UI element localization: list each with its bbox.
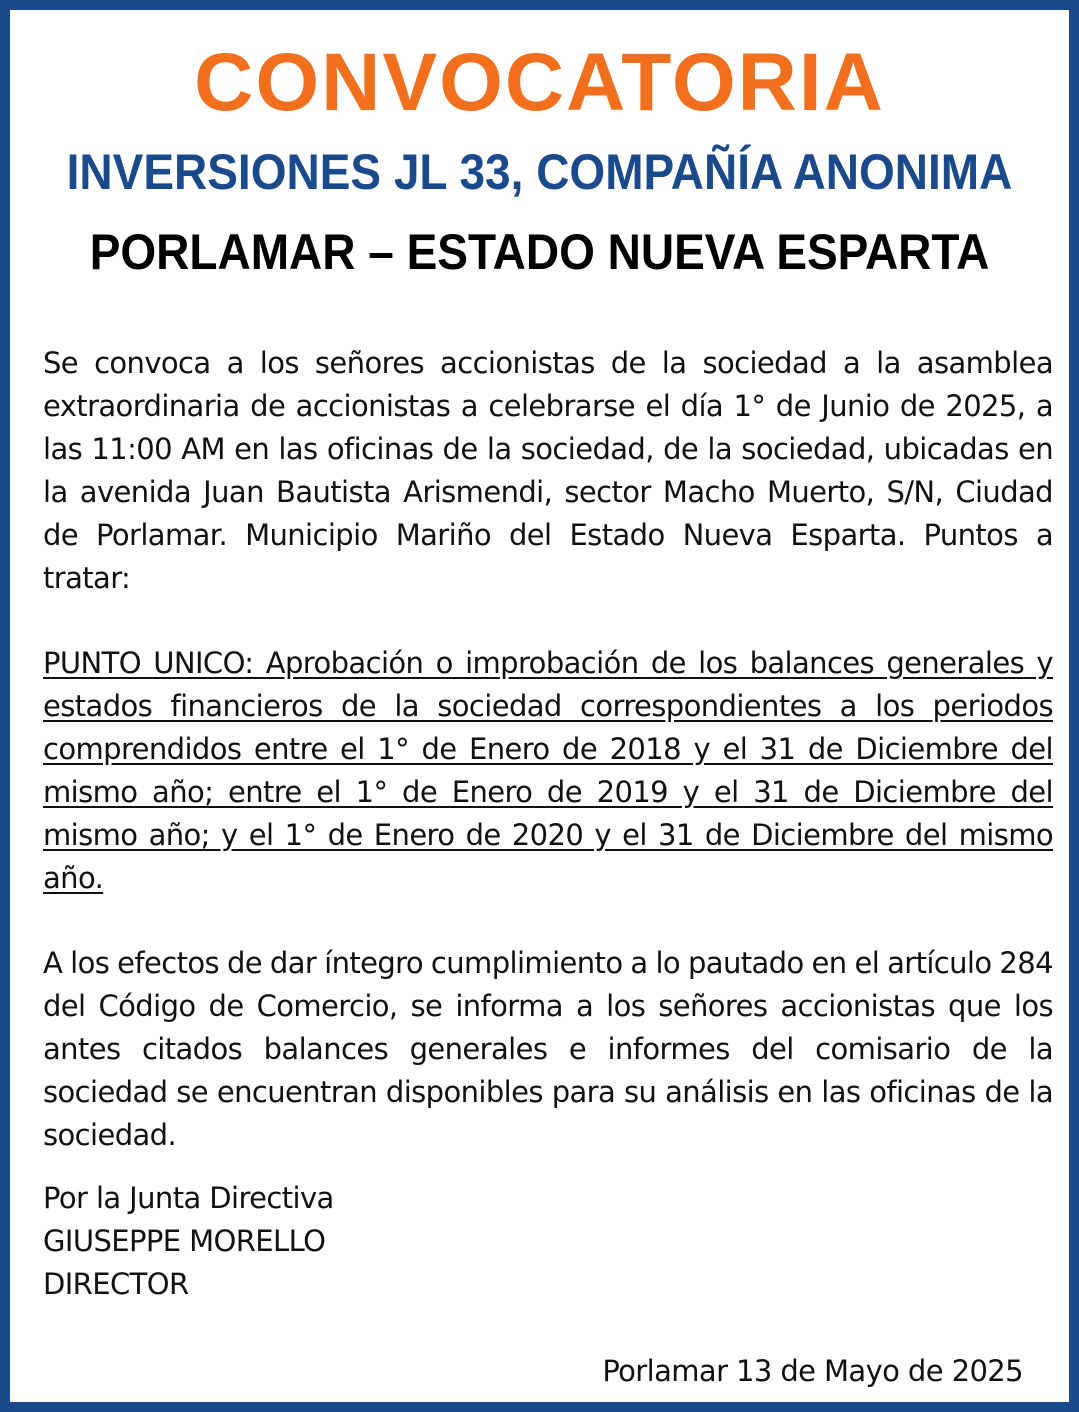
location-heading: PORLAMAR – ESTADO NUEVA ESPARTA [89, 224, 990, 280]
agenda-paragraph: PUNTO UNICO: Aprobación o improbación de los balances generales y estados financieros de la sociedad correspondientes a los periodos comprendidos entre el 1° de Enero de 2018 y el 31 de Diciembre del mismo año; entre el 1° de Enero de 2019 y el 31 de Diciembre del mismo año; y el 1° de Enero de 2020 y el 31 de Diciembre del mismo año. [43, 646, 1053, 895]
convocation-paragraph: Se convoca a los señores accionistas de la sociedad a la asamblea extraordinaria de accionistas a celebrarse el día 1° de Junio de 2025, a las 11:00 AM en las oficinas de la sociedad, de la sociedad, ubicadas en la avenida Juan Bautista Arismendi, sector Macho Muerto, S/N, Ciudad de Porlamar. Municipio Mariño del Estado Nueva Esparta. Puntos a tratar: [43, 346, 1053, 595]
notice-title: CONVOCATORIA [194, 37, 885, 128]
signature-line-board: Por la Junta Directiva [43, 1181, 334, 1215]
signature-block [43, 1177, 334, 1306]
signature-line-role: DIRECTOR [43, 1267, 189, 1301]
information-paragraph: A los efectos de dar íntegro cumplimiento a lo pautado en el artículo 284 del Código de Comercio, se informa a los señores accionistas que los antes citados balances generales e informes del comisario de la sociedad se encuentran disponibles para su análisis en las oficinas de la sociedad. [43, 946, 1053, 1152]
signature-line-name: GIUSEPPE MORELLO [43, 1224, 326, 1258]
notice-date: Porlamar 13 de Mayo de 2025 [602, 1354, 1023, 1388]
company-name: INVERSIONES JL 33, COMPAÑÍA ANONIMA [66, 144, 1013, 200]
